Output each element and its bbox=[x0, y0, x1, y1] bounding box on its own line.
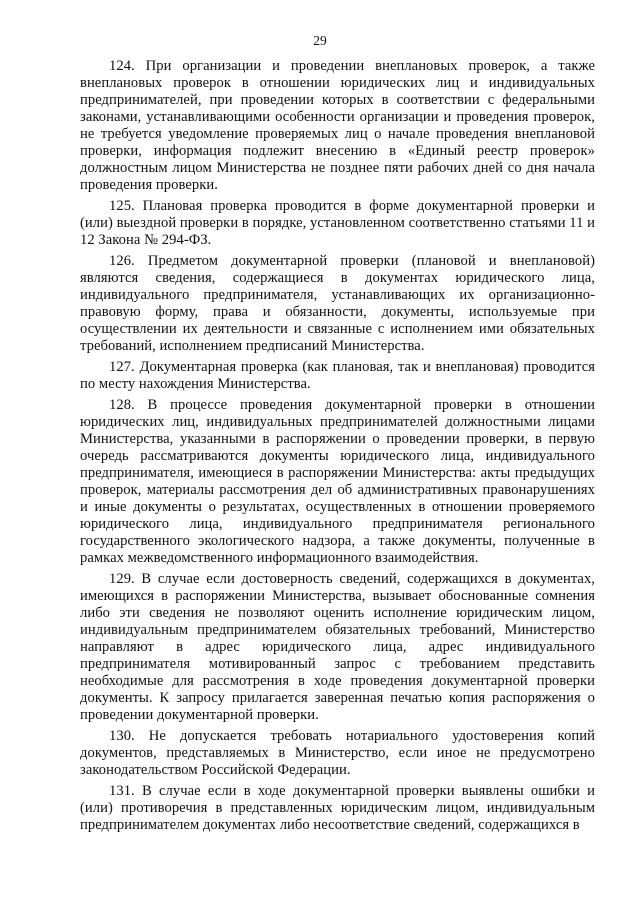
paragraph-129: 129. В случае если достоверность сведений, содержащихся в документах, имеющихся в распоряжении Министерства, вызывает обоснованные сомнения либо эти сведения не позволяют оценить исполнение юридическим лицом, индивидуальным предпринимателем обязательных требований, Министерство направляют в адрес юридического лица, адрес индивидуального предпринимателя мотивированный запрос с требованием представить необходимые для рассмотрения в ходе проведения документарной проверки документы. К запросу прилагается заверенная печатью копия распоряжения о проведении документарной проверки. bbox=[80, 571, 595, 723]
paragraph-128: 128. В процессе проведения документарной проверки в отношении юридических лиц, индивидуальных предпринимателей должностными лицами Министерства, указанными в распоряжении о проведении проверки, в первую очередь рассматриваются документы юридического лица, индивидуального предпринимателя, имеющиеся в распоряжении Министерства: акты предыдущих проверок, материалы рассмотрения дел об административных правонарушениях и иные документы о результатах, осуществленных в отношении проверяемого юридического лица, индивидуального предпринимателя регионального государственного экологического надзора, а также документы, полученные в рамках межведомственного информационного взаимодействия. bbox=[80, 397, 595, 566]
paragraph-130: 130. Не допускается требовать нотариального удостоверения копий документов, представляемых в Министерство, если иное не предусмотрено законодательством Российской Федерации. bbox=[80, 728, 595, 778]
document-body bbox=[80, 58, 595, 838]
paragraph-127: 127. Документарная проверка (как плановая, так и внеплановая) проводится по месту нахождения Министерства. bbox=[80, 359, 595, 392]
paragraph-126: 126. Предметом документарной проверки (плановой и внеплановой) являются сведения, содержащиеся в документах юридического лица, индивидуального предпринимателя, устанавливающих их организационно-правовую форму, права и обязанности, документы, используемые при осуществлении их деятельности и связанные с исполнением ими обязательных требований, исполнением предписаний Министерства. bbox=[80, 253, 595, 354]
paragraph-125: 125. Плановая проверка проводится в форме документарной проверки и (или) выездной проверки в порядке, установленном соответственно статьями 11 и 12 Закона № 294-ФЗ. bbox=[80, 198, 595, 248]
paragraph-124: 124. При организации и проведении внеплановых проверок, а также внеплановых проверок в отношении юридических лиц и индивидуальных предпринимателей, при проведении которых в соответствии с федеральными законами, устанавливающими особенности организации и проведения проверок, не требуется уведомление проверяемых лиц о начале проведения внеплановой проверки, информация подлежит внесению в «Единый реестр проверок» должностным лицом Министерства не позднее пяти рабочих дней со дня начала проведения проверки. bbox=[80, 58, 595, 193]
paragraph-131: 131. В случае если в ходе документарной проверки выявлены ошибки и (или) противоречия в представленных юридическим лицом, индивидуальным предпринимателем документах либо несоответствие сведений, содержащихся в bbox=[80, 783, 595, 833]
page-number: 29 bbox=[313, 33, 327, 48]
